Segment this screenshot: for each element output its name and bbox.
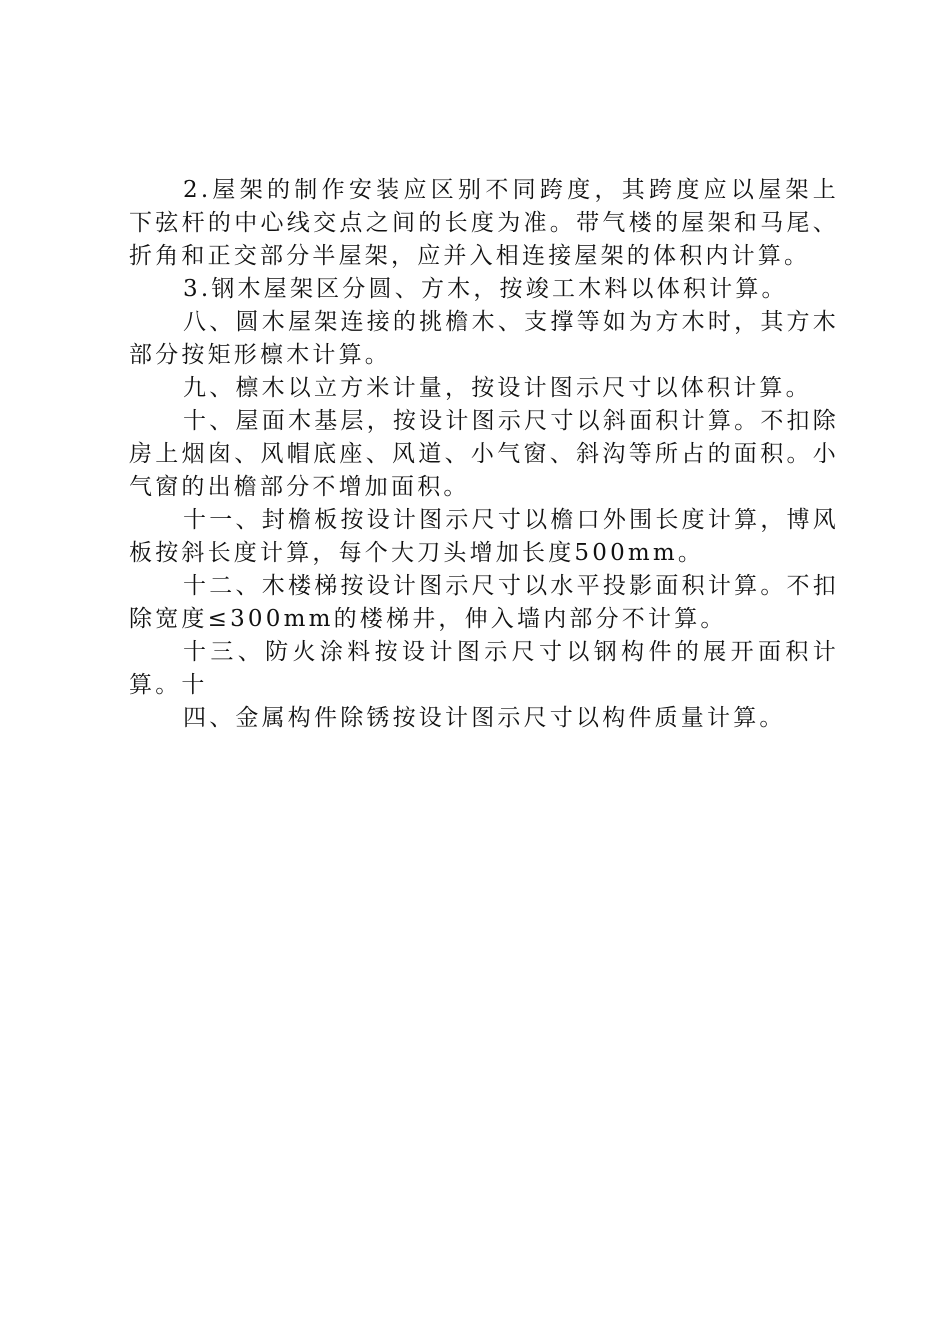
paragraph-item-11: 十一、封檐板按设计图示尺寸以檐口外围长度计算，博风板按斜长度计算，每个大刀头增加长度500mm。 (129, 507, 839, 566)
paragraph-item-12: 十二、木楼梯按设计图示尺寸以水平投影面积计算。不扣除宽度≤300mm的楼梯井，伸入墙内部分不计算。 (129, 573, 839, 632)
paragraph-item-9: 九、檩木以立方米计量，按设计图示尺寸以体积计算。 (183, 375, 812, 401)
document-body (129, 174, 839, 735)
paragraph-item-14: 四、金属构件除锈按设计图示尺寸以构件质量计算。 (183, 705, 786, 731)
paragraph-roof-truss-span: 2.屋架的制作安装应区别不同跨度，其跨度应以屋架上下弦杆的中心线交点之间的长度为准。带气楼的屋架和马尾、折角和正交部分半屋架，应并入相连接屋架的体积内计算。 (129, 177, 839, 269)
paragraph-item-10: 十、屋面木基层，按设计图示尺寸以斜面积计算。不扣除房上烟囱、风帽底座、风道、小气窗、斜沟等所占的面积。小气窗的出檐部分不增加面积。 (129, 408, 839, 500)
paragraph-item-8: 八、圆木屋架连接的挑檐木、支撑等如为方木时，其方木部分按矩形檩木计算。 (129, 309, 839, 368)
paragraph-steel-wood-truss: 3.钢木屋架区分圆、方木，按竣工木料以体积计算。 (183, 276, 788, 302)
paragraph-item-13: 十三、防火涂料按设计图示尺寸以钢构件的展开面积计算。十 (129, 639, 839, 698)
